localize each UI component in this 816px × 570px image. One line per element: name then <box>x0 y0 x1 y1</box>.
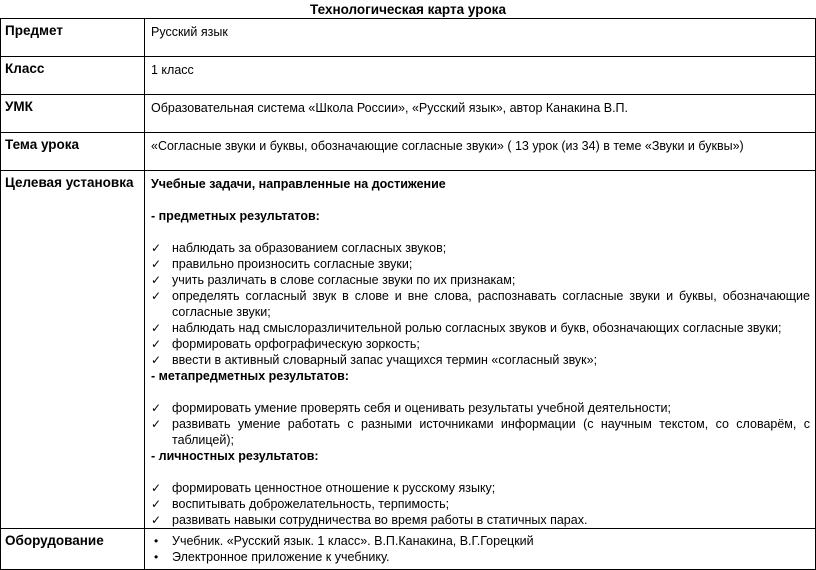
checkmark-icon: ✓ <box>151 417 162 431</box>
list-item: ✓ воспитывать доброжелательность, терпимость; <box>151 497 450 511</box>
checkmark-icon: ✓ <box>151 497 162 511</box>
list-item: ✓ наблюдать за образованием согласных звуков; <box>151 241 447 255</box>
list-item: ✓ наблюдать над смыслоразличительной ролью согласных звуков и букв, обозначающих согласные звуки; <box>151 321 782 335</box>
equipment-cell <box>145 529 816 570</box>
row-label: Предмет <box>1 19 145 57</box>
row-value: 1 класс <box>145 57 816 95</box>
list-item: ✓ формировать умение проверять себя и оценивать результаты учебной деятельности; <box>151 401 672 415</box>
bullet-icon: • <box>154 534 159 548</box>
subject-results-list <box>151 240 810 368</box>
row-goal <box>1 171 816 529</box>
row-topic <box>1 133 816 171</box>
row-value: Образовательная система «Школа России», «Русский язык», автор Канакина В.П. <box>145 95 816 133</box>
row-value: Русский язык <box>145 19 816 57</box>
equipment-list <box>151 533 810 565</box>
meta-results-heading: - метапредметных результатов: <box>151 369 349 383</box>
row-subject <box>1 19 816 57</box>
document-title: Технологическая карта урока <box>310 2 506 17</box>
row-umk <box>1 95 816 133</box>
checkmark-icon: ✓ <box>151 273 162 287</box>
row-label: Тема урока <box>1 133 145 171</box>
checkmark-icon: ✓ <box>151 337 162 351</box>
list-item: ✓ формировать ценностное отношение к русскому языку; <box>151 481 496 495</box>
subject-results-heading: - предметных результатов: <box>151 209 320 223</box>
checkmark-icon: ✓ <box>151 353 162 367</box>
row-value: «Согласные звуки и буквы, обозначающие согласные звуки» ( 13 урок (из 34) в теме «Звуки и буквы») <box>145 133 816 171</box>
row-label: УМК <box>1 95 145 133</box>
checkmark-icon: ✓ <box>151 321 162 335</box>
bullet-icon: • <box>154 550 159 564</box>
lesson-plan-table <box>0 18 816 570</box>
list-item: • Электронное приложение к учебнику. <box>154 550 390 564</box>
personal-results-list <box>151 480 810 528</box>
checkmark-icon: ✓ <box>151 289 162 303</box>
list-item: ✓ формировать орфографическую зоркость; <box>151 337 420 351</box>
row-label: Класс <box>1 57 145 95</box>
row-label: Целевая установка <box>1 171 145 529</box>
meta-results-list <box>151 400 810 448</box>
list-item: • Учебник. «Русский язык. 1 класс». В.П.Канакина, В.Г.Горецкий <box>154 534 534 548</box>
checkmark-icon: ✓ <box>151 401 162 415</box>
list-item: ✓ правильно произносить согласные звуки; <box>151 257 413 271</box>
checkmark-icon: ✓ <box>151 513 162 527</box>
checkmark-icon: ✓ <box>151 257 162 271</box>
goal-cell <box>145 171 816 529</box>
list-item: ✓ развивать умение работать с разными источниками информации (с научным текстом, со словарём, с таблицей); <box>151 417 810 447</box>
checkmark-icon: ✓ <box>151 481 162 495</box>
checkmark-icon: ✓ <box>151 241 162 255</box>
list-item: ✓ учить различать в слове согласные звуки по их признакам; <box>151 273 516 287</box>
list-item: ✓ развивать навыки сотрудничества во время работы в статичных парах. <box>151 513 588 527</box>
row-equipment <box>1 529 816 570</box>
goal-intro: Учебные задачи, направленные на достижение <box>151 177 446 191</box>
list-item: ✓ ввести в активный словарный запас учащихся термин «согласный звук»; <box>151 353 598 367</box>
list-item: ✓ определять согласный звук в слове и вне слова, распознавать согласные звуки и буквы, обозначающие согласные звуки; <box>151 289 810 319</box>
row-label: Оборудование <box>1 529 145 570</box>
personal-results-heading: - личностных результатов: <box>151 449 319 463</box>
row-grade <box>1 57 816 95</box>
